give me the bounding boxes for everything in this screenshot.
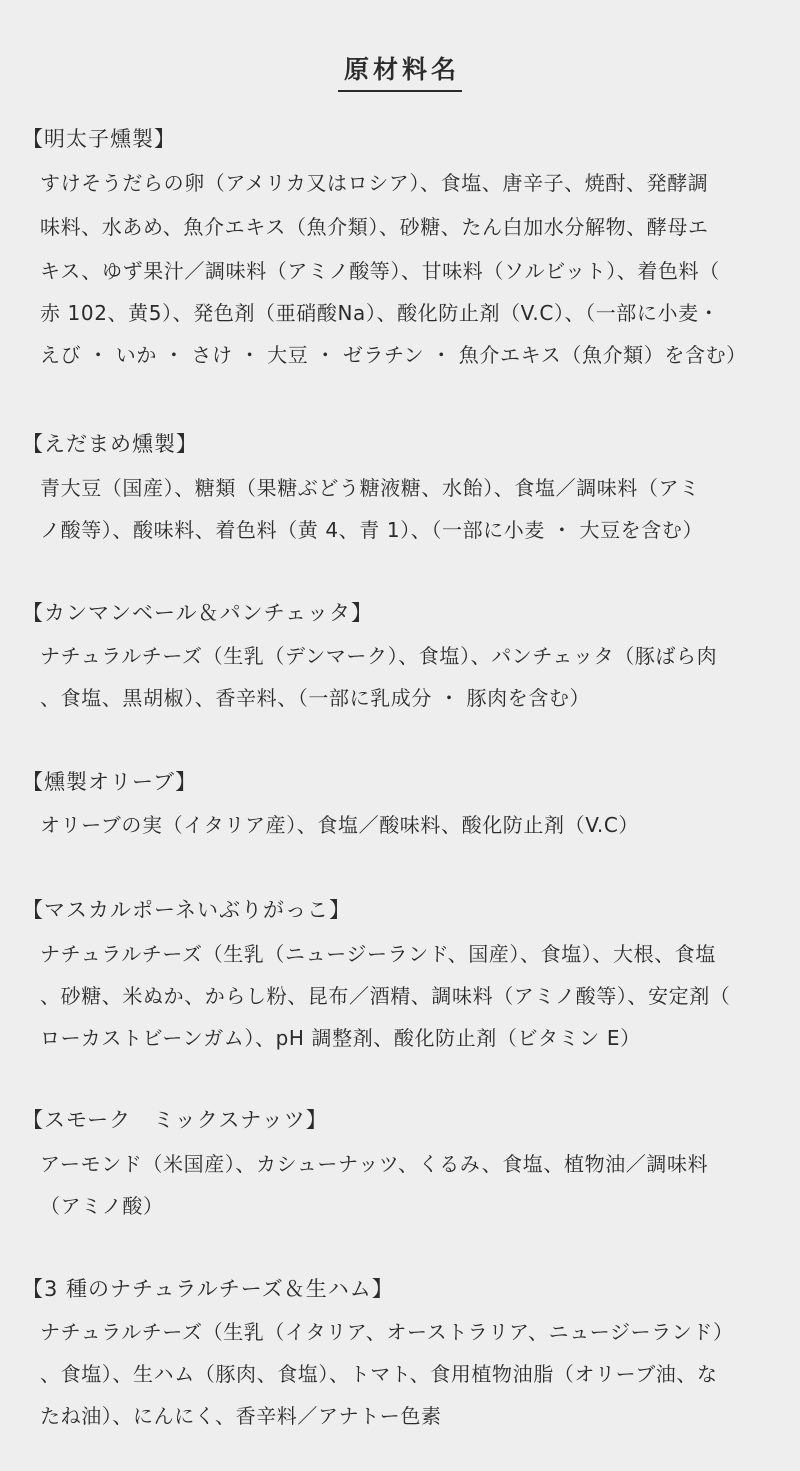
section-line: ナチュラルチーズ（生乳（イタリア、オーストラリア、ニュージーランド）: [40, 1320, 734, 1344]
page-title: 原材料名: [338, 50, 462, 92]
section-line: ナチュラルチーズ（生乳（デンマーク）、食塩）、パンチェッタ（豚ばら肉: [40, 644, 718, 668]
section-line: ローカストビーンガム）、pH 調整剤、酸化防止剤（ビタミン E）: [40, 1026, 641, 1050]
section-heading: 【明太子燻製】: [22, 127, 176, 151]
section-line: アーモンド（米国産）、カシューナッツ、くるみ、食塩、植物油／調味料: [40, 1152, 709, 1176]
section-line: 、食塩）、生ハム（豚肉、食塩）、トマト、食用植物油脂（オリーブ油、な: [40, 1362, 718, 1386]
section-heading: 【えだまめ燻製】: [22, 432, 198, 456]
section-line: ノ酸等）、酸味料、着色料（黄 4、青 1）、（一部に小麦 ・ 大豆を含む）: [40, 518, 704, 542]
section-line: たね油）、にんにく、香辛料／アナトー色素: [40, 1404, 442, 1428]
section-heading: 【マスカルポーネいぶりがっこ】: [22, 898, 351, 922]
title-container: [0, 50, 800, 92]
section-line: キス、ゆず果汁／調味料（アミノ酸等）、甘味料（ソルビット）、着色料（: [40, 259, 720, 283]
section-line: 、砂糖、米ぬか、からし粉、昆布／酒精、調味料（アミノ酸等）、安定剤（: [40, 984, 731, 1008]
section-line: ナチュラルチーズ（生乳（ニュージーランド、国産）、食塩）、大根、食塩: [40, 942, 716, 966]
section-line: すけそうだらの卵（アメリカ又はロシア）、食塩、唐辛子、焼酎、発酵調: [40, 171, 709, 195]
section-line: 、食塩、黒胡椒）、香辛料、（一部に乳成分 ・ 豚肉を含む）: [40, 686, 591, 710]
section-line: （アミノ酸）: [40, 1194, 164, 1218]
section-heading: 【燻製オリーブ】: [22, 770, 198, 794]
section-line: 味料、水あめ、魚介エキス（魚介類）、砂糖、たん白加水分解物、酵母エ: [40, 215, 709, 239]
section-line: オリーブの実（イタリア産）、食塩／酸味料、酸化防止剤（V.C）: [40, 813, 640, 837]
section-line: 青大豆（国産）、糖類（果糖ぶどう糖液糖、水飴）、食塩／調味料（アミ: [40, 476, 700, 500]
section-heading: 【3 種のナチュラルチーズ＆生ハム】: [22, 1277, 394, 1301]
section-line: えび ・ いか ・ さけ ・ 大豆 ・ ゼラチン ・ 魚介エキス（魚介類）を含む）: [40, 343, 747, 367]
section-line: 赤 102、黄5）、発色剤（亜硝酸Na）、酸化防止剤（V.C）、（一部に小麦・: [40, 301, 720, 325]
section-heading: 【スモーク ミックスナッツ】: [22, 1108, 328, 1132]
section-heading: 【カンマンベール＆パンチェッタ】: [22, 601, 373, 625]
